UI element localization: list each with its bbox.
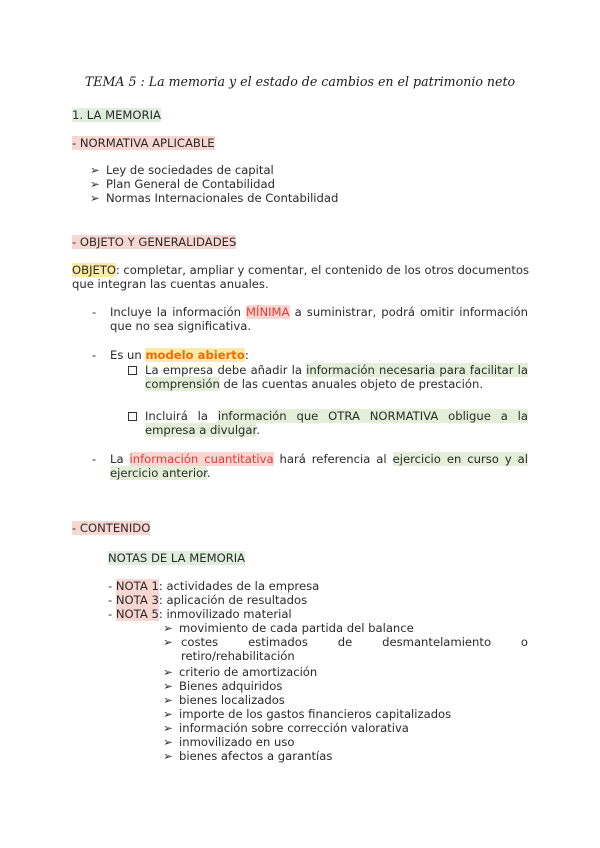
nota5-item (163, 621, 414, 636)
objeto-heading (72, 235, 236, 250)
arrow-icon: ➢ (163, 635, 173, 649)
bullet-cuantitativa-post: . (206, 466, 211, 480)
nota5-item-text: movimiento de cada partida del balance (179, 621, 414, 635)
bullet-cuantitativa-highlight3: ejercicio anterior (110, 466, 207, 480)
sub-item-empresa-pre: La empresa debe añadir la (145, 363, 307, 377)
contenido-heading-text: - CONTENIDO (72, 521, 151, 535)
bullet-minima-line1 (110, 305, 528, 320)
sub-item-normativa-highlight: información que OTRA NORMATIVA obligue a la (217, 409, 529, 423)
nota-prefix: - (108, 579, 116, 593)
nota5-item-text: bienes afectos a garantías (179, 749, 333, 763)
checkbox-icon (128, 363, 142, 378)
arrow-icon: ➢ (163, 721, 173, 735)
normativa-item (90, 191, 338, 206)
objeto-label: OBJETO (72, 263, 116, 277)
nota5-item-text: información sobre corrección valorativa (179, 721, 409, 735)
bullet-dash: - (92, 305, 97, 319)
arrow-icon: ➢ (163, 621, 173, 635)
normativa-item-text: Plan General de Contabilidad (106, 177, 275, 191)
sub-item-normativa-highlight2: empresa a divulgar (145, 423, 257, 437)
nota5-item (163, 635, 179, 650)
nota-text: : actividades de la empresa (158, 579, 320, 593)
bullet-modelo-pre: Es un (110, 348, 146, 362)
nota-item (108, 579, 319, 594)
sub-item-empresa-line2 (145, 377, 483, 392)
arrow-icon: ➢ (90, 191, 100, 205)
nota-item (108, 607, 292, 622)
sub-item-normativa-line1 (145, 409, 528, 424)
bullet-minima-highlight: MÍNIMA (246, 305, 290, 319)
document-title: TEMA 5 : La memoria y el estado de cambios en el patrimonio neto (84, 74, 516, 89)
nota5-item (163, 707, 451, 722)
nota5-item (163, 693, 285, 708)
section-heading-memoria-text: 1. LA MEMORIA (72, 108, 161, 122)
nota-label: NOTA 5 (115, 607, 159, 621)
nota5-item-text: importe de los gastos financieros capitalizados (179, 707, 452, 721)
nota-text: : aplicación de resultados (158, 593, 308, 607)
arrow-icon: ➢ (90, 163, 100, 177)
arrow-icon: ➢ (163, 735, 173, 749)
nota5-item (163, 749, 332, 764)
arrow-icon: ➢ (90, 177, 100, 191)
normativa-item (90, 163, 274, 178)
sub-item-normativa-line2 (145, 423, 260, 438)
arrow-icon: ➢ (163, 693, 173, 707)
objeto-text: : completar, ampliar y comentar, el contenido de los otros documentos (115, 263, 530, 277)
checkbox-icon (128, 409, 142, 424)
bullet-cuantitativa-highlight: información cuantitativa (129, 452, 274, 466)
bullet-cuantitativa-pre: La (110, 452, 130, 466)
arrow-icon: ➢ (163, 679, 173, 693)
sub-item-empresa-highlight2: comprensión (145, 377, 220, 391)
notas-heading (108, 551, 245, 566)
nota5-item-text-continued: retiro/rehabilitación (181, 649, 295, 663)
arrow-icon: ➢ (163, 665, 173, 679)
nota5-item (163, 679, 282, 694)
bullet-minima-post: a suministrar, podrá omitir información (289, 305, 529, 319)
objeto-paragraph-line2: que integran las cuentas anuales. (72, 277, 269, 291)
nota5-item (163, 721, 409, 736)
nota5-item-text: bienes localizados (179, 693, 285, 707)
nota-prefix: - (108, 593, 116, 607)
bullet-dash: - (92, 348, 97, 362)
nota-item (108, 593, 307, 608)
sub-item-empresa-post: de las cuentas anuales objeto de prestación. (219, 377, 484, 391)
normativa-item (90, 177, 275, 192)
objeto-heading-text: - OBJETO Y GENERALIDADES (72, 235, 237, 249)
nota5-item (163, 665, 317, 680)
nota5-item-text: inmovilizado en uso (179, 735, 295, 749)
arrow-icon: ➢ (163, 749, 173, 763)
bullet-cuantitativa-line2 (110, 466, 211, 481)
bullet-cuantitativa-line1 (110, 452, 528, 467)
notas-heading-text: NOTAS DE LA MEMORIA (108, 551, 246, 565)
normativa-heading (72, 136, 215, 151)
sub-item-empresa-line1 (145, 363, 528, 378)
normativa-heading-text: - NORMATIVA APLICABLE (72, 136, 215, 150)
bullet-modelo-highlight: modelo abierto (145, 348, 245, 362)
bullet-dash: - (92, 452, 97, 466)
bullet-modelo-abierto (110, 348, 249, 363)
contenido-heading (72, 521, 150, 536)
arrow-icon: ➢ (163, 707, 173, 721)
nota5-item-text: Bienes adquiridos (179, 679, 283, 693)
bullet-modelo-post: : (244, 348, 249, 362)
bullet-minima-pre: Incluye la información (110, 305, 247, 319)
bullet-minima-line2: que no sea significativa. (110, 319, 252, 333)
nota5-item-text: criterio de amortización (179, 665, 318, 679)
objeto-paragraph-line1 (72, 263, 529, 278)
bullet-cuantitativa-mid: hará referencia al (273, 452, 393, 466)
nota-label: NOTA 3 (115, 593, 159, 607)
nota-label: NOTA 1 (115, 579, 159, 593)
nota-prefix: - (108, 607, 116, 621)
bullet-cuantitativa-highlight2: ejercicio en curso y al (392, 452, 528, 466)
nota5-item-text-justified: costes estimados de desmantelamiento o (181, 635, 528, 649)
section-heading-memoria (72, 108, 161, 123)
normativa-item-text: Ley de sociedades de capital (106, 163, 274, 177)
sub-item-normativa-post: . (256, 423, 260, 437)
sub-item-normativa-pre: Incluirá la (145, 409, 218, 423)
nota5-item (163, 735, 294, 750)
normativa-item-text: Normas Internacionales de Contabilidad (106, 191, 339, 205)
sub-item-empresa-highlight: información necesaria para facilitar la (306, 363, 529, 377)
nota-text: : inmovilizado material (158, 607, 292, 621)
